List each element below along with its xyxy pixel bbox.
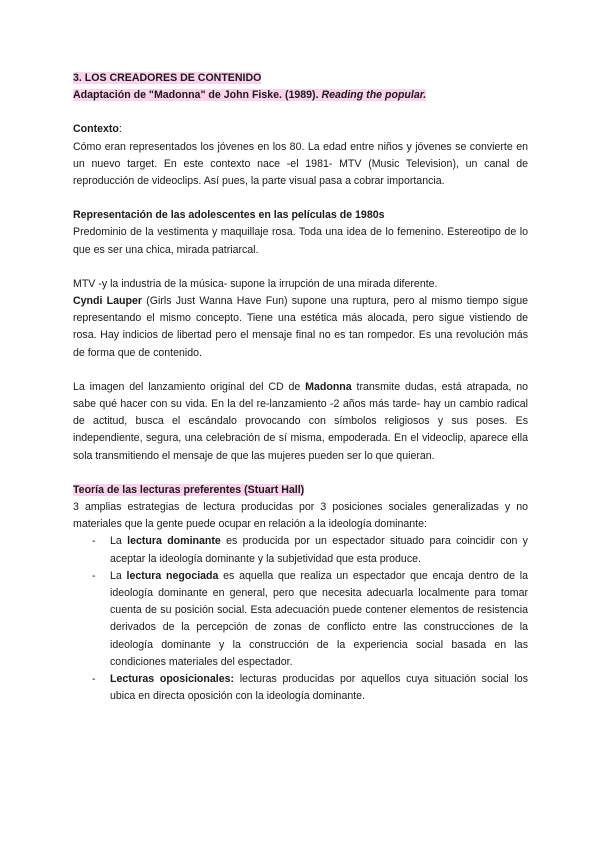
section-title-text: 3. LOS CREADORES DE CONTENIDO xyxy=(73,72,262,84)
item-post: lecturas producidas por aquellos cuya situación social los ubica en directa oposición con la ideología dominante. xyxy=(110,673,528,703)
item-bold: lectura dominante xyxy=(127,535,221,548)
item-bold: lectura negociada xyxy=(126,569,219,582)
teoria-heading xyxy=(73,482,528,499)
madonna-before: La imagen del lanzamiento original del CD de xyxy=(73,380,306,393)
bullet-dash: - xyxy=(92,535,96,548)
item-bold: Lecturas oposicionales: xyxy=(110,673,235,686)
contexto-label-line xyxy=(73,121,528,138)
madonna-after: transmite dudas, está atrapada, no sabe qué hacer con su vida. En la del re-lanzamiento -2 años más tarde- hay un cambio radical de actitud, busca el escándalo provocando con símbolos religiosos y sus poses. Es independiente, segura, una celebración de sí misma, empoderada. En el videoclip, aparece ella sola transmitiendo el mensaje de que las mujeres pueden ser lo que quieran. xyxy=(73,380,528,462)
subtitle-italic: Reading the popular. xyxy=(321,89,427,102)
cyndi-text: (Girls Just Wanna Have Fun) supone una ruptura, pero al mismo tiempo sigue representando el mismo concepto. Tiene una estética más alocada, pero sigue vistiendo de rosa. Hay indicios de libertad pero el mensaje final no es tan rompedor. Es una revolución más de forma que de contenido. xyxy=(73,295,528,359)
contexto-paragraph: Cómo eran representados los jóvenes en los 80. La edad entre niños y jóvenes se convierte en un nuevo target. En este contexto nace -el 1981- MTV (Music Television), un canal de reproducción de videoclips. Así pues, la parte visual pasa a cobrar importancia. xyxy=(73,140,528,188)
item-pre: La xyxy=(110,569,127,582)
lecturas-list xyxy=(73,533,528,705)
subtitle-main xyxy=(73,89,426,101)
bullet-dash: - xyxy=(92,673,96,686)
document-page xyxy=(73,70,528,706)
contexto-label: Contexto xyxy=(73,123,119,136)
subtitle-main-text: Adaptación de "Madonna" de John Fiske. (1989). xyxy=(73,89,322,102)
madonna-name: Madonna xyxy=(305,380,352,393)
item-post: es producida por un espectador situado para coincidir con y aceptar la ideología dominante y la subjetividad que esta produce. xyxy=(110,535,528,565)
list-item xyxy=(73,533,528,567)
list-item xyxy=(73,568,528,671)
bullet-dash: - xyxy=(92,569,96,582)
list-item xyxy=(73,671,528,705)
item-post: es aquella que realiza un espectador que encaja dentro de la ideología dominante en general, pero que necesita adecuarla localmente para tomar cuenta de su posición social. Esta adecuación puede contener elementos de resistencia derivados de la percepción de zonas de conflicto entre las construcciones de la ideología dominante y la construcción de la experiencia social basada en las condiciones materiales del espectador. xyxy=(110,569,528,668)
item-pre: La xyxy=(110,535,128,548)
teoria-heading-text: Teoría de las lecturas preferentes (Stuart Hall) xyxy=(73,483,305,496)
contexto-colon: : xyxy=(118,123,122,136)
representacion-paragraph: Predominio de la vestimenta y maquillaje rosa. Toda una idea de lo femenino. Estereotipo de lo que es ser una chica, mirada patriarcal. xyxy=(73,226,528,256)
cyndi-paragraph xyxy=(73,293,528,362)
section-subtitle xyxy=(73,87,528,104)
madonna-paragraph xyxy=(73,379,528,465)
section-title xyxy=(73,70,528,87)
cyndi-name: Cyndi Lauper xyxy=(73,295,142,308)
teoria-intro: 3 amplias estrategias de lectura producidas por 3 posiciones sociales generalizadas y no materiales que la gente puede ocupar en relación a la ideología dominante: xyxy=(73,501,528,531)
representacion-heading-text: Representación de las adolescentes en las películas de 1980s xyxy=(73,209,385,222)
representacion-heading xyxy=(73,207,528,224)
mtv-line: MTV -y la industria de la música- supone la irrupción de una mirada diferente. xyxy=(73,277,438,290)
